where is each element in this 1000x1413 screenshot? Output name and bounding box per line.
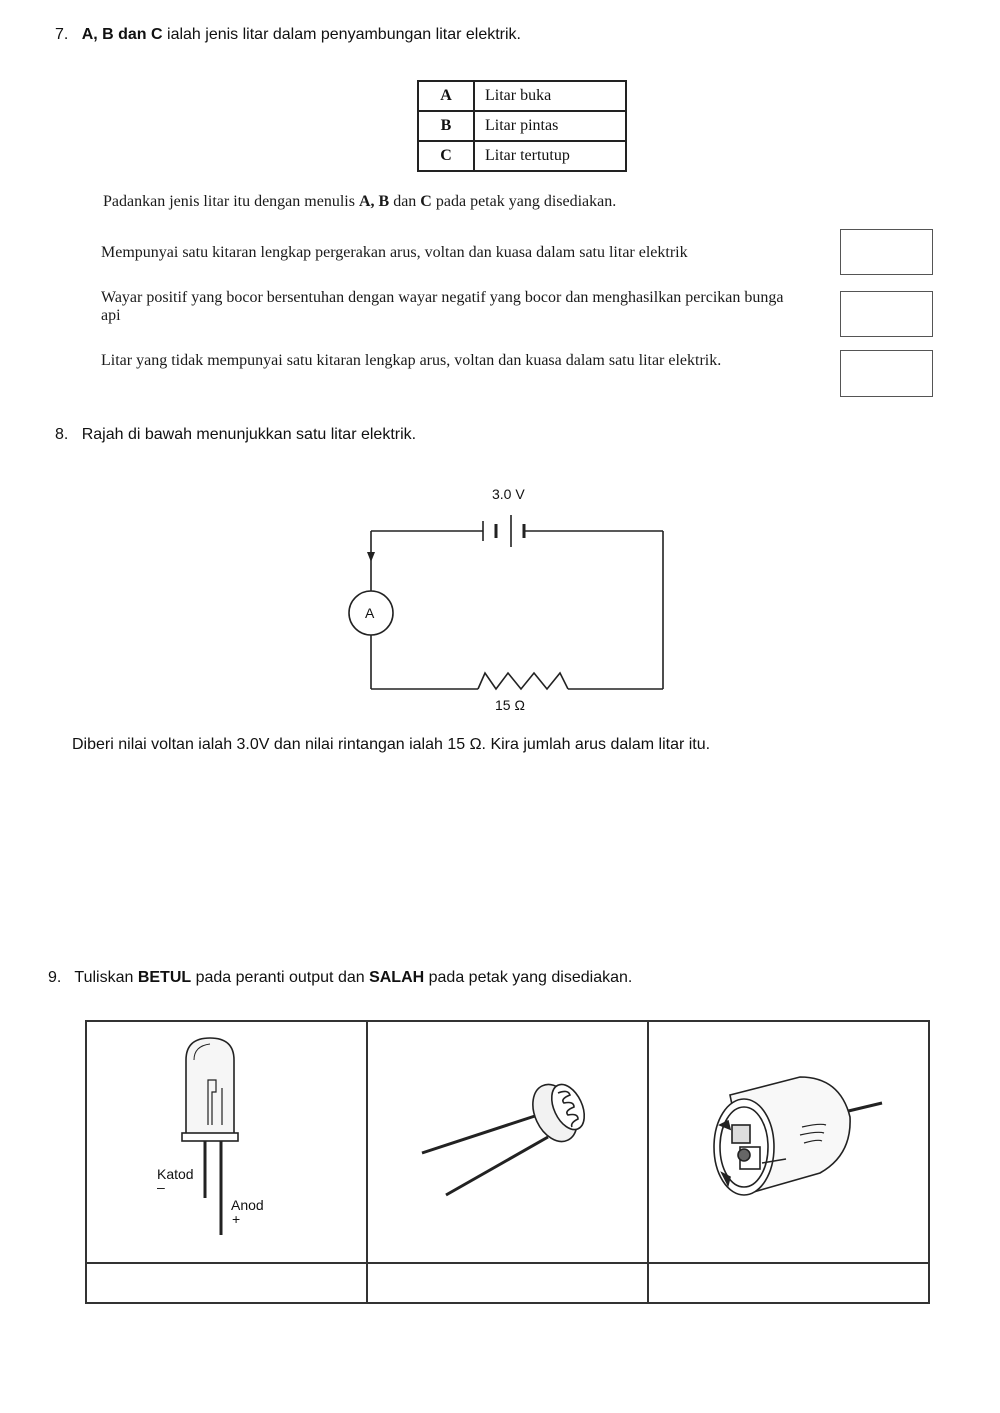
ammeter-label: A xyxy=(365,605,375,621)
table-value: Litar tertutup xyxy=(474,141,626,171)
answer-cell-2[interactable] xyxy=(367,1263,648,1303)
q9-number: 9. xyxy=(48,969,62,986)
instruction-bold: A, B xyxy=(358,193,390,210)
motor-icon xyxy=(700,1055,890,1215)
q8-question: Diberi nilai voltan ialah 3.0V dan nilai rintangan ialah 15 Ω. Kira jumlah arus dalam litar itu. xyxy=(72,736,711,753)
answer-row xyxy=(86,1263,929,1303)
q9-heading xyxy=(48,969,632,987)
statement-3: Litar yang tidak mempunyai satu kitaran lengkap arus, voltan dan kuasa dalam satu litar elektrik. xyxy=(101,352,722,369)
q7-intro-rest: ialah jenis litar dalam penyambungan litar elektrik. xyxy=(162,26,521,43)
circuit-diagram xyxy=(340,480,680,720)
answer-cell-3[interactable] xyxy=(648,1263,929,1303)
instruction-text: pada petak yang disediakan. xyxy=(431,193,617,210)
table-key: B xyxy=(418,111,474,141)
table-value: Litar pintas xyxy=(474,111,626,141)
q9-text: pada petak yang disediakan. xyxy=(424,969,633,986)
statement-1: Mempunyai satu kitaran lengkap pergerakan arus, voltan dan kuasa dalam satu litar elektrik xyxy=(101,244,688,261)
table-value: Litar buka xyxy=(474,81,626,111)
instruction-text: dan xyxy=(389,193,421,210)
q8-heading xyxy=(55,426,416,444)
resistance-label: 15 Ω xyxy=(495,697,525,713)
q7-intro-bold: A, B dan C xyxy=(81,26,163,43)
q7-number: 7. xyxy=(55,26,69,43)
table-row xyxy=(418,141,626,171)
answer-box-1[interactable] xyxy=(840,229,933,275)
cathode-label: Katod xyxy=(157,1166,194,1182)
cathode-sign: – xyxy=(157,1179,165,1195)
voltage-label: 3.0 V xyxy=(492,486,525,502)
anode-label: Anod xyxy=(231,1197,264,1213)
table-row xyxy=(418,81,626,111)
answer-cell-1[interactable] xyxy=(86,1263,367,1303)
q9-bold: BETUL xyxy=(137,969,192,986)
table-key: C xyxy=(418,141,474,171)
q9-text: Tuliskan xyxy=(74,969,138,986)
q8-intro: Rajah di bawah menunjukkan satu litar elektrik. xyxy=(81,426,417,443)
ldr-icon xyxy=(410,1075,590,1205)
instruction-bold: C xyxy=(420,193,432,210)
q7-instruction xyxy=(103,193,616,211)
anode-sign: + xyxy=(232,1211,241,1227)
answer-box-3[interactable] xyxy=(840,350,933,397)
circuit-types-table xyxy=(417,80,627,172)
q9-bold: SALAH xyxy=(369,969,425,986)
q8-number: 8. xyxy=(55,426,69,443)
table-row xyxy=(418,111,626,141)
current-arrow xyxy=(367,552,375,562)
instruction-text: Padankan jenis litar itu dengan menulis xyxy=(103,193,359,210)
q7-heading xyxy=(55,26,521,44)
q9-text: pada peranti output dan xyxy=(191,969,370,986)
answer-box-2[interactable] xyxy=(840,291,933,337)
statement-2: Wayar positif yang bocor bersentuhan dengan wayar negatif yang bocor dan menghasilkan percikan bunga api xyxy=(101,289,784,324)
table-key: A xyxy=(418,81,474,111)
resistor xyxy=(478,673,568,689)
